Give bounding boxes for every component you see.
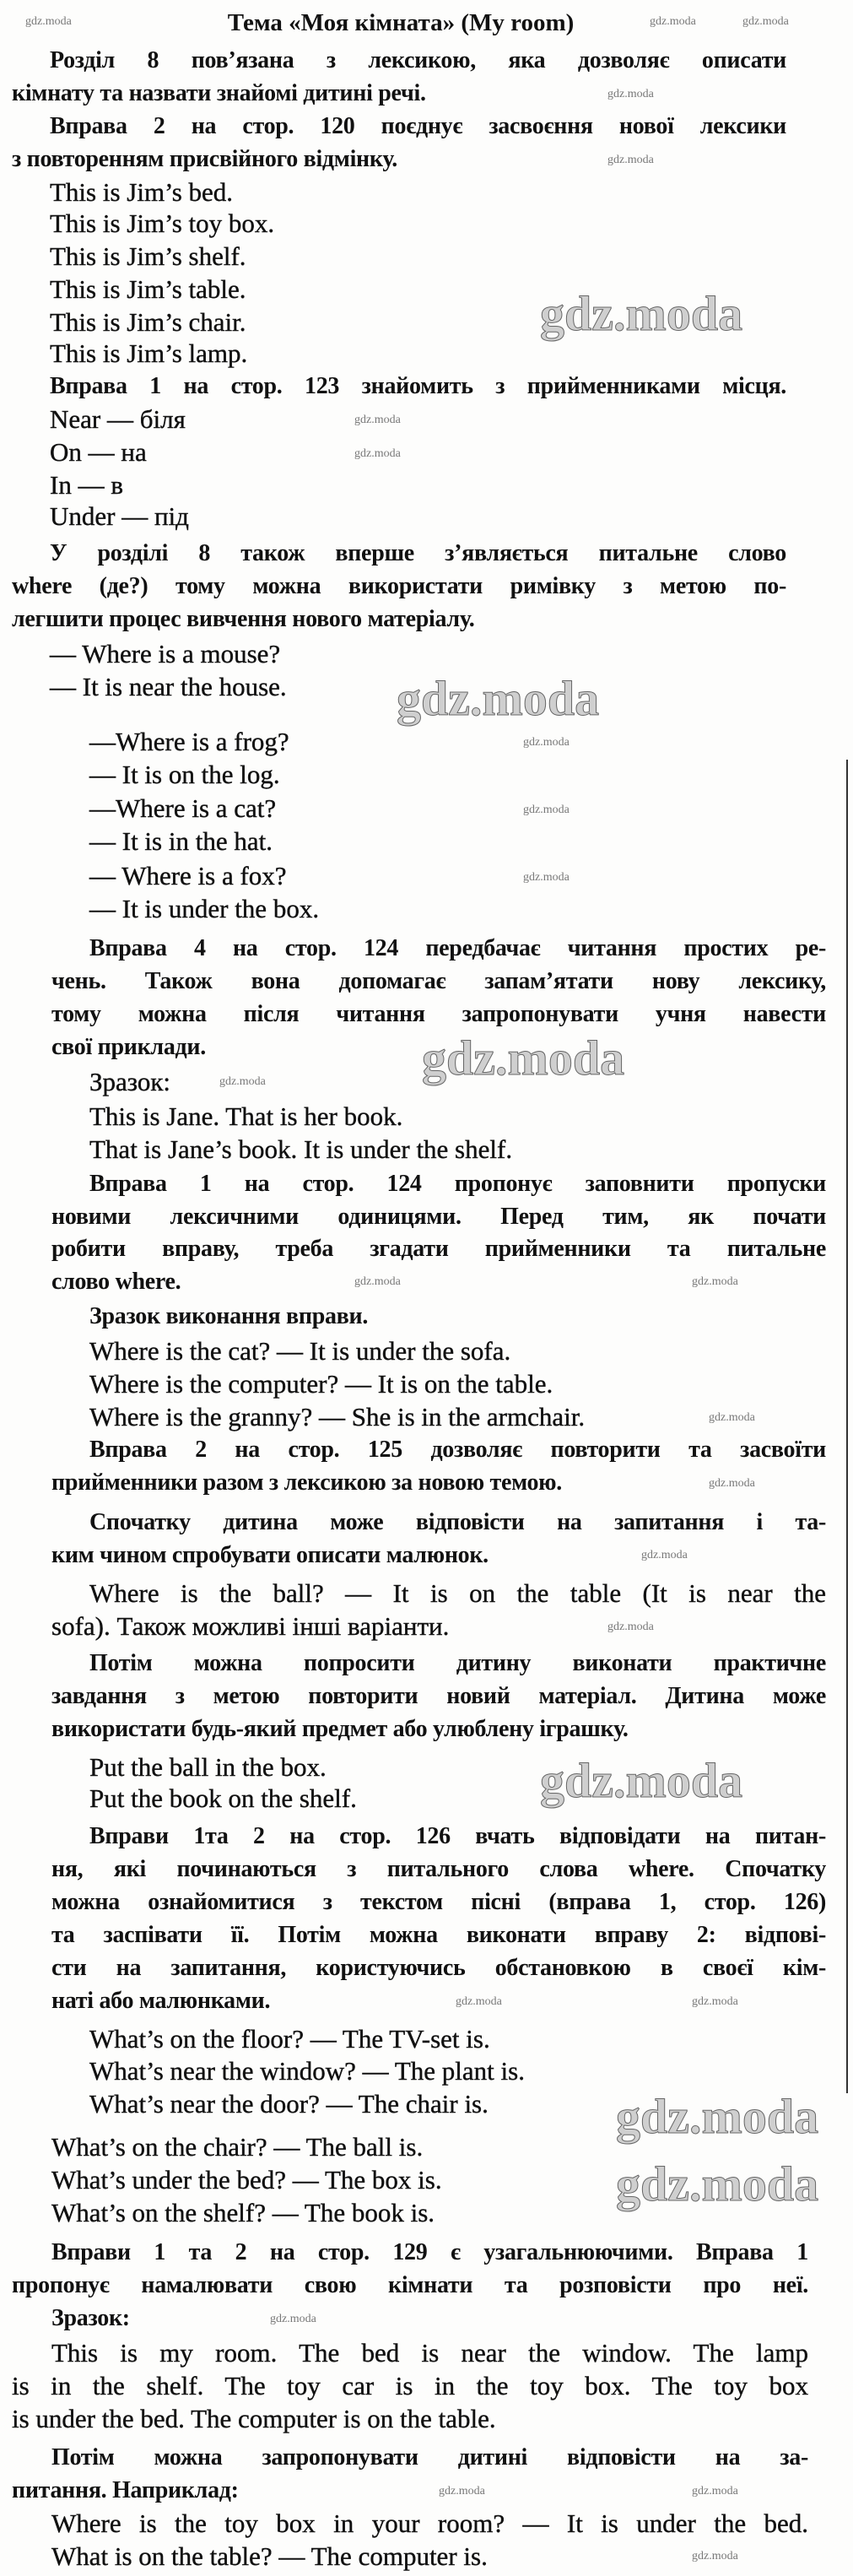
text-line: is in the shelf. The toy car is in the toy box. The toy box [12, 2371, 808, 2400]
watermark: gdz.moda [354, 414, 401, 426]
text-line: This is Jim’s bed. [50, 177, 234, 207]
watermark: gdz.moda [422, 1031, 625, 1085]
text-line: — Where is a fox? [89, 861, 287, 890]
watermark: gdz.moda [397, 671, 600, 726]
watermark: gdz.moda [523, 871, 570, 884]
watermark: gdz.moda [607, 1621, 654, 1633]
text-line: What’s near the window? — The plant is. [89, 2056, 525, 2086]
text-line: слово where. [51, 1269, 181, 1295]
text-line: What’s under the bed? — The box is. [51, 2165, 442, 2194]
watermark: gdz.moda [456, 1995, 502, 2008]
text-line: питання. Наприклад: [12, 2477, 239, 2503]
text-line: Зразок: [51, 2305, 130, 2331]
text-line: — It is under the box. [89, 894, 320, 923]
text-line: Where is the toy box in your room? — It is under the bed. [51, 2508, 808, 2538]
text-line: This is Jim’s table. [50, 274, 246, 304]
watermark: gdz.moda [709, 1411, 755, 1424]
watermark: gdz.moda [25, 15, 72, 28]
text-line: Потім можна попросити дитину виконати практичне [89, 1650, 826, 1676]
text-line: What’s near the door? — The chair is. [89, 2089, 489, 2119]
watermark: gdz.moda [540, 1753, 743, 1808]
text-line: What is on the table? — The computer is. [51, 2541, 488, 2571]
watermark: gdz.moda [641, 1549, 688, 1561]
text-line: Зразок: [89, 1067, 171, 1096]
text-line: Where is the cat? — It is under the sofa. [89, 1336, 511, 1366]
text-line: Where is the ball? — It is on the table (It is near the [89, 1578, 826, 1608]
watermark: gdz.moda [692, 2485, 738, 2498]
watermark: gdz.moda [607, 88, 654, 100]
watermark: gdz.moda [439, 2485, 485, 2498]
watermark: gdz.moda [270, 2313, 316, 2325]
text-line: з повторенням присвійного відмінку. [12, 146, 397, 172]
watermark: gdz.moda [692, 1995, 738, 2008]
text-line: This is Jim’s lamp. [50, 338, 248, 368]
text-line: That is Jane’s book. It is under the shelf. [89, 1134, 513, 1164]
text-line: новими лексичними одиницями. Перед тим, як почати [51, 1204, 826, 1230]
watermark: gdz.moda [219, 1075, 266, 1088]
text-line: —Where is a cat? [89, 793, 277, 823]
watermark: gdz.moda [354, 1275, 401, 1288]
text-line: Вправа 4 на стор. 124 передбачає читання простих ре- [89, 935, 826, 961]
text-line: Спочатку дитина може відповісти на запитання і та- [89, 1509, 826, 1535]
watermark: gdz.moda [607, 154, 654, 166]
text-line: ня, які починаються з питального слова where. Спочатку [51, 1856, 826, 1882]
watermark: gdz.moda [523, 804, 570, 816]
text-line: This is Jane. That is her book. [89, 1101, 403, 1131]
text-line: чень. Також вона допомагає запам’ятати нову лексику, [51, 968, 826, 994]
text-line: Вправа 1 на стор. 123 знайомить з прийменниками місця. [50, 373, 786, 399]
text-line: використати будь-який предмет або улюблену іграшку. [51, 1716, 629, 1742]
text-line: Where is the granny? — She is in the armchair. [89, 1402, 586, 1431]
text-line: — It is on the log. [89, 760, 280, 789]
watermark: gdz.moda [616, 2157, 819, 2211]
text-line: завдання з метою повторити новий матеріал. Дитина може [51, 1683, 826, 1709]
margin-rule [846, 760, 848, 2093]
watermark: gdz.moda [692, 2550, 738, 2562]
text-line: легшити процес вивчення нового матеріалу. [12, 606, 475, 632]
text-line: This is Jim’s toy box. [50, 208, 275, 238]
text-line: У розділі 8 також вперше з’являється питальне слово [50, 540, 786, 566]
text-line: sofa). Також можливі інші варіанти. [51, 1611, 450, 1641]
text-line: ким чином спробувати описати малюнок. [51, 1542, 489, 1568]
text-line: This is Jim’s chair. [50, 307, 246, 337]
text-line: Where is the computer? — It is on the table. [89, 1369, 553, 1399]
text-line: Вправа 1 на стор. 124 пропонує заповнити пропуски [89, 1171, 826, 1197]
text-line: Розділ 8 пов’язана з лексикою, яка дозволяє описати [50, 47, 786, 73]
text-line: where (де?) тому можна використати римівку з метою по- [12, 573, 786, 599]
text-line: кімнату та назвати знайомі дитині речі. [12, 80, 426, 106]
text-line: On — на [50, 437, 147, 467]
watermark: gdz.moda [692, 1275, 738, 1288]
text-line: Зразок виконання вправи. [89, 1303, 369, 1329]
watermark: gdz.moda [540, 286, 743, 341]
text-line: сти на запитання, користуючись обстановкою в своєї кім- [51, 1955, 826, 1981]
text-line: is under the bed. The computer is on the table. [12, 2404, 496, 2433]
text-line: — It is in the hat. [89, 826, 273, 856]
text-line: This is my room. The bed is near the window. The lamp [51, 2338, 808, 2368]
text-line: What’s on the floor? — The TV-set is. [89, 2024, 490, 2054]
text-line: наті або малюнками. [51, 1988, 271, 2014]
watermark: gdz.moda [616, 2089, 819, 2144]
text-line: Потім можна запропонувати дитині відповісти на за- [51, 2444, 808, 2470]
watermark: gdz.moda [650, 15, 696, 28]
text-line: This is Jim’s shelf. [50, 241, 246, 271]
text-line: робити вправу, треба згадати прийменники та питальне [51, 1236, 826, 1262]
text-line: свої приклади. [51, 1034, 206, 1060]
text-line: Under — під [50, 501, 189, 531]
watermark: gdz.moda [742, 15, 789, 28]
text-line: What’s on the shelf? — The book is. [51, 2198, 435, 2227]
text-line: Вправи 1 та 2 на стор. 129 є узагальнюючими. Вправа 1 [51, 2239, 808, 2265]
text-line: Вправи 1та 2 на стор. 126 вчать відповідати на питан- [89, 1823, 826, 1849]
text-line: In — в [50, 470, 123, 500]
text-line: прийменники разом з лексикою за новою темою. [51, 1469, 562, 1496]
text-line: —Where is a frog? [89, 727, 289, 756]
text-line: тому можна після читання запропонувати учня навести [51, 1001, 826, 1027]
watermark: gdz.moda [523, 736, 570, 749]
text-line: — Where is a mouse? [50, 639, 281, 668]
watermark: gdz.moda [709, 1477, 755, 1490]
text-line: Вправа 2 на стор. 120 поєднує засвоєння нової лексики [50, 113, 786, 139]
text-line: можна ознайомитися з текстом пісні (вправа 1, стор. 126) [51, 1889, 826, 1915]
text-line: — It is near the house. [50, 672, 287, 701]
text-line: What’s on the chair? — The ball is. [51, 2132, 424, 2162]
text-line: Put the book on the shelf. [89, 1783, 357, 1813]
page-title: Тема «Моя кімната» (My room) [227, 9, 575, 36]
text-line: Put the ball in the box. [89, 1752, 327, 1782]
text-line: Near — біля [50, 404, 186, 434]
text-line: Вправа 2 на стор. 125 дозволяє повторити та засвоїти [89, 1437, 826, 1463]
watermark: gdz.moda [354, 447, 401, 460]
text-line: та заспівати її. Потім можна виконати вправу 2: відпові- [51, 1922, 826, 1948]
text-line: пропонує намалювати свою кімнати та розповісти про неї. [12, 2272, 808, 2298]
